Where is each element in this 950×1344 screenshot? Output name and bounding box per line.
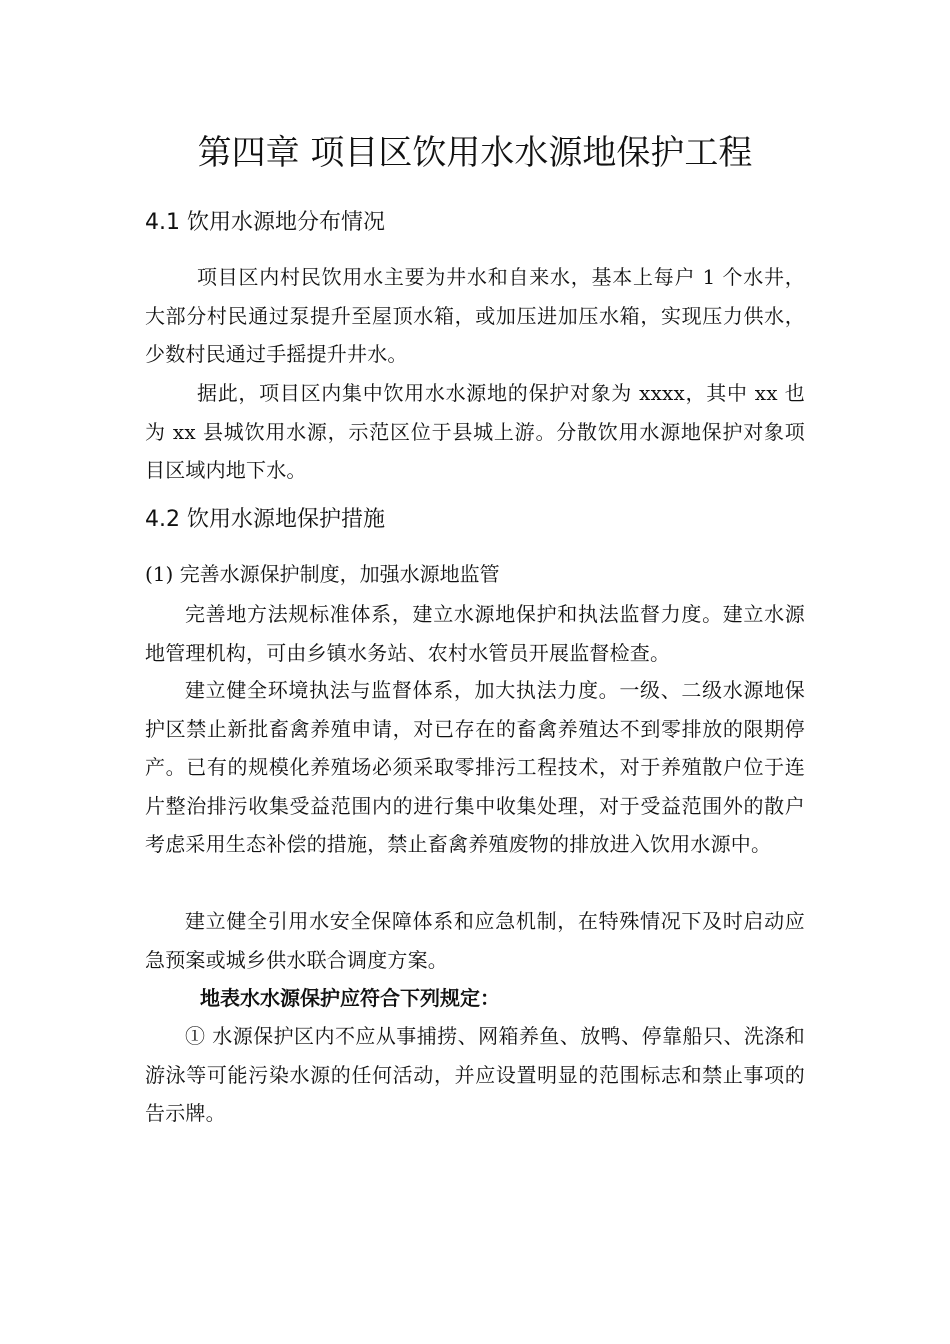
paragraph: 建立健全引用水安全保障体系和应急机制，在特殊情况下及时启动应急预案或城乡供水联合调度方案。 [145,909,805,972]
paragraph: 据此，项目区内集中饮用水水源地的保护对象为 xxxx，其中 xx 也为 xx 县城饮用水源，示范区位于县城上游。分散饮用水源地保护对象项目区域内地下水。 [145,381,805,482]
page-title: 第四章 项目区饮用水水源地保护工程 [197,133,753,173]
rule-item: ① 水源保护区内不应从事捕捞、网箱养鱼、放鸭、停靠船只、洗涤和游泳等可能污染水源的任何活动，并应设置明显的范围标志和禁止事项的告示牌。 [145,1024,805,1125]
bold-rule-heading: 地表水水源保护应符合下列规定： [200,986,500,1010]
paragraph: 完善地方法规标准体系，建立水源地保护和执法监督力度。建立水源地管理机构，可由乡镇水务站、农村水管员开展监督检查。 [145,602,805,665]
section-heading-4-1: 4.1 饮用水源地分布情况 [145,210,385,235]
paragraph: 项目区内村民饮用水主要为井水和自来水，基本上每户 1 个水井，大部分村民通过泵提升至屋顶水箱，或加压进加压水箱，实现压力供水，少数村民通过手摇提升井水。 [145,265,805,366]
section-heading-4-2: 4.2 饮用水源地保护措施 [145,507,385,532]
subheading: (1) 完善水源保护制度，加强水源地监管 [145,562,500,586]
paragraph: 建立健全环境执法与监督体系，加大执法力度。一级、二级水源地保护区禁止新批畜禽养殖申请，对已存在的畜禽养殖达不到零排放的限期停产。已有的规模化养殖场必须采取零排污工程技术，对于养殖散户位于连片整治排污收集受益范围内的进行集中收集处理，对于受益范围外的散户考虑采用生态补偿的措施，禁止畜禽养殖废物的排放进入饮用水源中。 [145,678,805,856]
